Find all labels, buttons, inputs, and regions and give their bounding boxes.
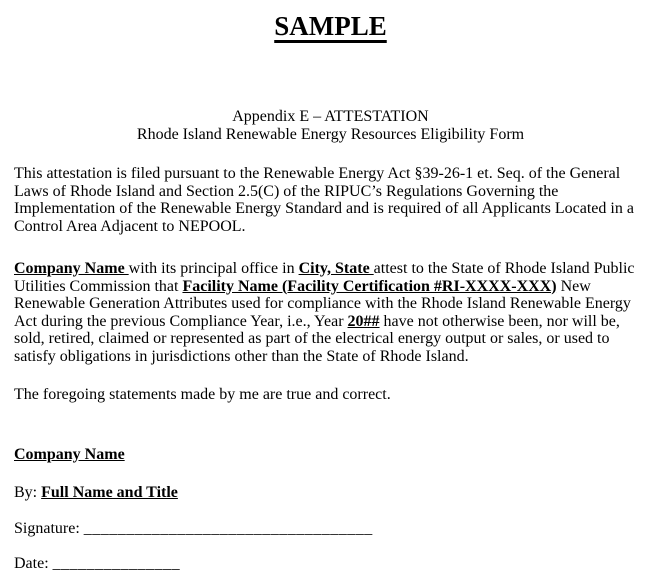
compliance-year-placeholder: 20## — [347, 312, 380, 330]
city-state-placeholder: City, State — [298, 260, 374, 277]
attestation-text-segment: New Renewable Generation Attributes used for compliance with the Rhode Island Renewable Energy Act during the previous Compliance Year, i.e., Year — [14, 277, 631, 330]
date-label: Date: — [14, 555, 53, 572]
signature-block-by-line — [14, 484, 647, 502]
signature-block-date-line — [14, 555, 647, 573]
heading-appendix-line: Appendix E – ATTESTATION — [232, 108, 429, 125]
signature-block-company-line — [14, 446, 647, 464]
facility-name-certification-placeholder: Facility Name (Facility Certification #RI-XXXX-XXX) — [182, 277, 557, 295]
attestation-text-segment: with its principal office in — [128, 260, 299, 277]
signature-company-name-placeholder: Company Name — [14, 445, 125, 463]
paragraph-attestation-body — [14, 260, 647, 365]
company-name-placeholder: Company Name — [14, 260, 129, 277]
sample-watermark — [14, 8, 647, 44]
by-label: By: — [14, 484, 42, 501]
sample-watermark-text: SAMPLE — [274, 11, 387, 41]
attestation-text-segment: have not otherwise been, nor will be, sold, retired, claimed or represented as part of the electrical energy output or sales, or used to satisfy obligations in jurisdictions other than the State of Rhode Island. — [14, 312, 620, 365]
full-name-title-placeholder: Full Name and Title — [41, 484, 178, 501]
attestation-text-segment: attest to the State of Rhode Island Public Utilities Commission that — [14, 260, 635, 295]
signature-label: Signature: — [14, 519, 84, 537]
date-fill-line[interactable]: _______________ — [52, 555, 181, 572]
paragraph-truth-statement: The foregoing statements made by me are true and correct. — [14, 386, 391, 403]
document-heading — [14, 108, 647, 143]
paragraph-legal-basis: This attestation is filed pursuant to the Renewable Energy Act §39-26-1 et. Seq. of the General Laws of Rhode Island and Section 2.5(C) of the RIPUC’s Regulations Governing the Implementation of the Renewable Energy Standard and is required of all Applicants Located in a Control Area Adjacent to NEPOOL. — [14, 165, 634, 235]
heading-form-title-line: Rhode Island Renewable Energy Resources Eligibility Form — [136, 125, 525, 143]
signature-block-signature-line — [14, 520, 647, 538]
signature-fill-line[interactable]: __________________________________ — [83, 519, 373, 537]
